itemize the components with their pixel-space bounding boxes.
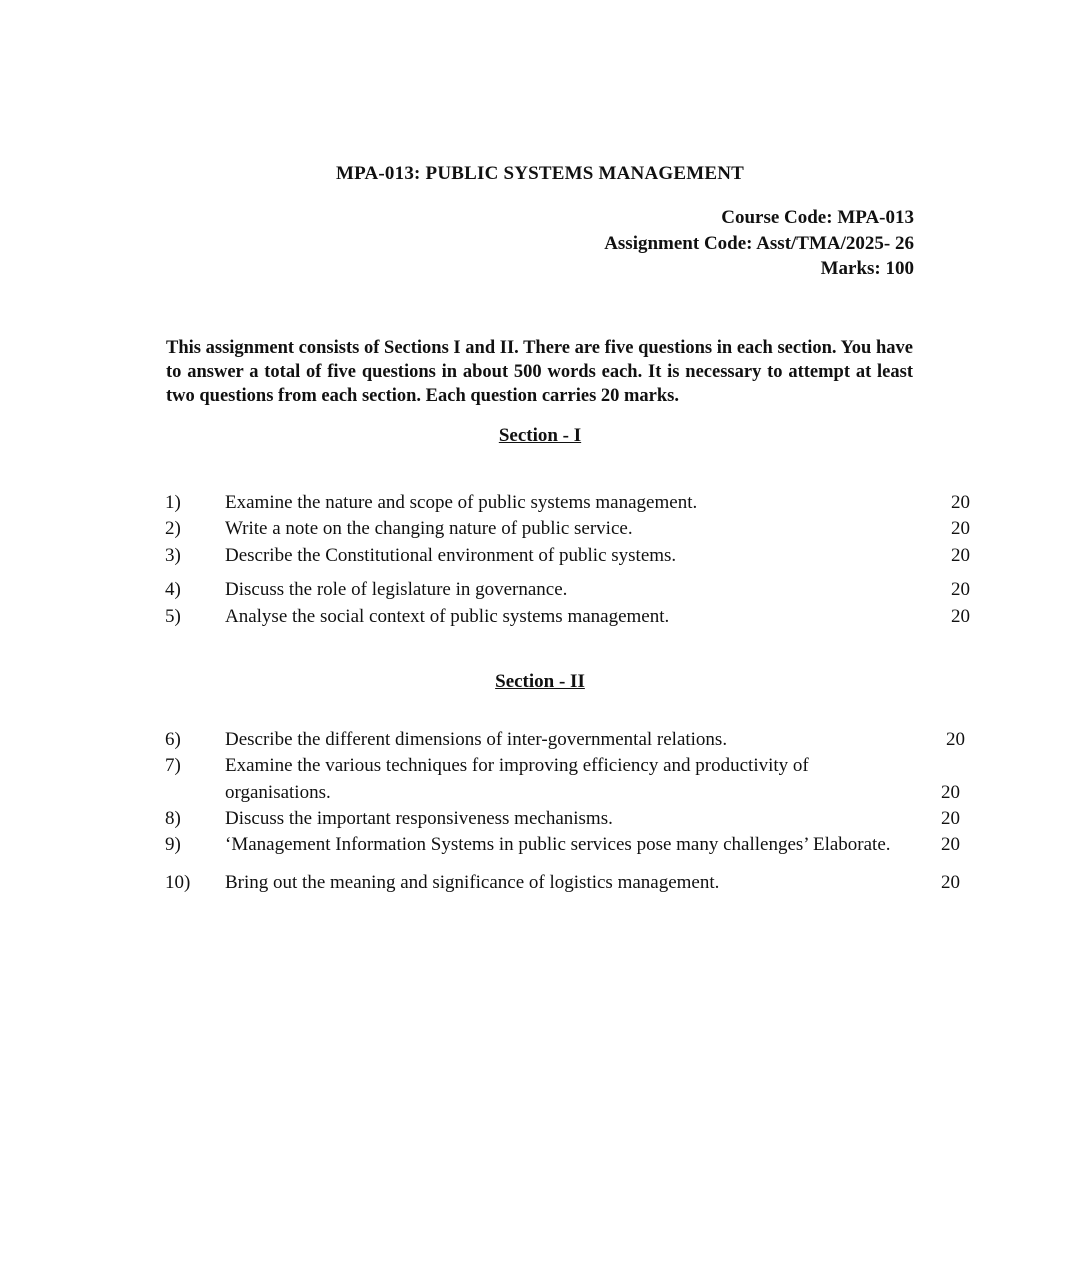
question-text: Write a note on the changing nature of public service. bbox=[225, 518, 633, 539]
question-text: Describe the different dimensions of inter-governmental relations. bbox=[225, 729, 728, 750]
question-number: 9) bbox=[165, 834, 181, 855]
question-text: Analyse the social context of public systems management. bbox=[225, 606, 670, 627]
question-text: Examine the various techniques for improving efficiency and productivity of bbox=[225, 755, 809, 776]
question-text: Discuss the role of legislature in governance. bbox=[225, 579, 568, 600]
question-number: 3) bbox=[165, 545, 181, 566]
course-code: Course Code: MPA-013 bbox=[721, 207, 914, 228]
question-number: 2) bbox=[165, 518, 181, 539]
question-marks: 20 bbox=[951, 606, 970, 627]
question-row bbox=[0, 490, 1080, 516]
question-marks: 20 bbox=[946, 729, 965, 750]
question-number: 10) bbox=[165, 872, 191, 893]
course-info-block bbox=[604, 205, 914, 282]
question-marks: 20 bbox=[951, 518, 970, 539]
question-number: 4) bbox=[165, 579, 181, 600]
total-marks: Marks: 100 bbox=[820, 258, 914, 279]
question-marks: 20 bbox=[941, 808, 960, 829]
question-marks: 20 bbox=[941, 872, 960, 893]
assignment-code: Assignment Code: Asst/TMA/2025- 26 bbox=[604, 232, 914, 254]
document-title: MPA-013: PUBLIC SYSTEMS MANAGEMENT bbox=[335, 163, 745, 184]
question-marks: 20 bbox=[951, 545, 970, 566]
question-marks: 20 bbox=[951, 579, 970, 600]
question-number: 1) bbox=[165, 492, 181, 513]
question-text: Examine the nature and scope of public systems management. bbox=[225, 492, 698, 513]
question-text-continuation: organisations. bbox=[225, 782, 331, 803]
question-row bbox=[0, 832, 1080, 858]
question-row bbox=[0, 727, 1080, 753]
question-row bbox=[0, 604, 1080, 630]
question-text: Discuss the important responsiveness mechanisms. bbox=[225, 808, 613, 829]
question-text: ‘Management Information Systems in public services pose many challenges’ Elaborate. bbox=[225, 834, 891, 855]
question-row-continuation bbox=[0, 780, 1080, 806]
question-marks: 20 bbox=[941, 782, 960, 803]
question-row bbox=[0, 543, 1080, 569]
question-number: 8) bbox=[165, 808, 181, 829]
section-2-heading: Section - II bbox=[495, 671, 585, 692]
question-number: 7) bbox=[165, 755, 181, 776]
question-row bbox=[0, 753, 1080, 779]
question-row bbox=[0, 577, 1080, 603]
question-text: Describe the Constitutional environment of public systems. bbox=[225, 545, 677, 566]
question-row bbox=[0, 516, 1080, 542]
question-row bbox=[0, 806, 1080, 832]
assignment-instructions: This assignment consists of Sections I and II. There are five questions in each section. You have to answer a total of five questions in about 500 words each. It is necessary to attempt at least two questions from each section. Each question carries 20 marks. bbox=[166, 338, 913, 406]
question-marks: 20 bbox=[941, 834, 960, 855]
question-number: 5) bbox=[165, 606, 181, 627]
question-number: 6) bbox=[165, 729, 181, 750]
question-text: Bring out the meaning and significance of logistics management. bbox=[225, 872, 720, 893]
question-row bbox=[0, 870, 1080, 896]
section-1-heading: Section - I bbox=[498, 425, 582, 446]
question-marks: 20 bbox=[951, 492, 970, 513]
